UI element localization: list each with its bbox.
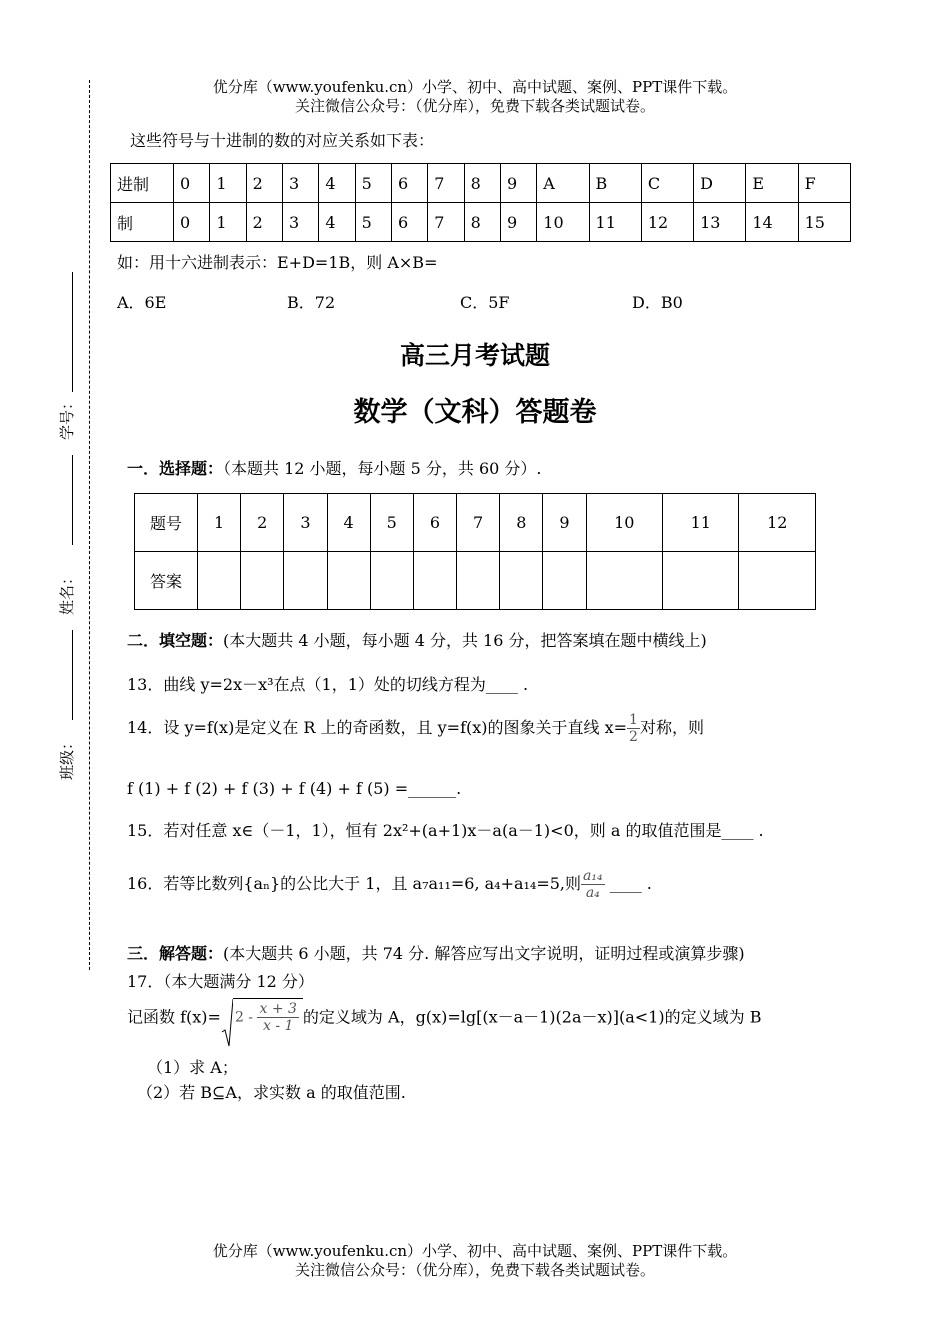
- half-fraction: [627, 712, 640, 745]
- answer-cell[interactable]: [241, 552, 284, 610]
- answer-cell[interactable]: [327, 552, 370, 610]
- dec-cell: 6: [391, 203, 427, 242]
- dec-cell: 11: [589, 203, 641, 242]
- question-number: 6: [413, 494, 456, 552]
- answer-cell[interactable]: [543, 552, 586, 610]
- question-15: 15．若对任意 x∈（－1，1），恒有 2x²+(a+1)x－a(a－1)<0，则 a 的取值范围是____ .: [127, 821, 764, 840]
- dec-cell: 7: [428, 203, 464, 242]
- example-text: 如：用十六进制表示：E+D=1B，则 A×B=: [117, 253, 438, 272]
- hex-cell: 7: [428, 164, 464, 203]
- hex-cell: 6: [391, 164, 427, 203]
- q17-part2: （2）若 B⊆A，求实数 a 的取值范围.: [137, 1083, 406, 1102]
- question-14-line2: f (1) + f (2) + f (3) + f (4) + f (5) =______.: [127, 779, 462, 798]
- q14-text-a: 14．设 y=f(x)是定义在 R 上的奇函数，且 y=f(x)的图象关于直线 x=: [127, 718, 628, 737]
- dec-cell: 3: [282, 203, 318, 242]
- page-subtitle: 数学（文科）答题卷: [353, 397, 597, 428]
- answer-cell[interactable]: [500, 552, 543, 610]
- dec-cell: 5: [355, 203, 391, 242]
- hex-row2-label: 制: [111, 203, 174, 242]
- dec-cell: 13: [694, 203, 746, 242]
- intro-text: 这些符号与十进制的数的对应关系如下表：: [130, 131, 435, 150]
- section1-label: 一．选择题：: [127, 459, 224, 478]
- hex-cell: 0: [174, 164, 210, 203]
- answer-cell[interactable]: [739, 552, 816, 610]
- dec-cell: 8: [464, 203, 500, 242]
- q17-text-b: 的定义域为 A，g(x)=lg[(x－a－1)(2a－x)](a<1)的定义域为 B: [302, 1007, 762, 1027]
- section2-label: 二．填空题：: [127, 631, 224, 650]
- dec-cell: 2: [246, 203, 282, 242]
- binding-dashed-line: [89, 80, 90, 970]
- dec-cell: 0: [174, 203, 210, 242]
- answer-cell[interactable]: [586, 552, 662, 610]
- section1-desc: （本题共 12 小题，每小题 5 分，共 60 分）.: [223, 459, 542, 478]
- question-number: 4: [327, 494, 370, 552]
- q16-denominator: a₄: [585, 885, 600, 901]
- hex-cell: 9: [500, 164, 536, 203]
- q16-text-b: ____ .: [609, 874, 652, 893]
- option-d: D．B0: [632, 293, 683, 312]
- hex-cell: B: [589, 164, 641, 203]
- option-c: C．5F: [460, 293, 510, 312]
- answer-row-numbers: [135, 494, 816, 552]
- q14-text-b: 对称，则: [639, 718, 704, 737]
- option-b: B．72: [287, 293, 336, 312]
- question-number: 7: [457, 494, 500, 552]
- ratio-fraction: [581, 868, 605, 901]
- hex-cell: C: [641, 164, 693, 203]
- hex-cell: 2: [246, 164, 282, 203]
- hex-cell: E: [746, 164, 798, 203]
- question-17-body: [127, 998, 857, 1034]
- footer-line1: 优分库（www.youfenku.cn）小学、初中、高中试题、案例、PPT课件下载。: [212, 1242, 738, 1260]
- hex-row-decimal: [111, 203, 851, 242]
- answer-cell[interactable]: [457, 552, 500, 610]
- answer-table: [134, 493, 816, 610]
- question-number: 11: [663, 494, 739, 552]
- name-underline: [72, 455, 73, 545]
- q14-numerator: 1: [629, 712, 638, 728]
- footer-line2: 关注微信公众号：（优分库），免费下载各类试题试卷。: [294, 1261, 655, 1279]
- question-number: 12: [739, 494, 816, 552]
- hex-cell: 1: [210, 164, 246, 203]
- answer-row-blanks: [135, 552, 816, 610]
- q16-numerator: a₁₄: [583, 868, 603, 884]
- answer-cell[interactable]: [198, 552, 241, 610]
- header-line2: 关注微信公众号：（优分库），免费下载各类试题试卷。: [294, 97, 655, 115]
- dec-cell: 14: [746, 203, 798, 242]
- question-16: [127, 868, 652, 901]
- radical-sign-icon: [221, 998, 233, 1048]
- answer-cell[interactable]: [370, 552, 413, 610]
- id-underline: [72, 272, 73, 392]
- section3-label: 三．解答题：: [127, 944, 224, 963]
- section2-desc: (本大题共 4 小题，每小题 4 分，共 16 分，把答案填在题中横线上): [223, 631, 707, 650]
- question-number: 8: [500, 494, 543, 552]
- id-label: 学号：: [58, 394, 76, 440]
- question-number: 9: [543, 494, 586, 552]
- q17-radicand-numerator: x + 3: [259, 1001, 297, 1017]
- answer-row2-label: 答案: [135, 552, 198, 610]
- dec-cell: 10: [537, 203, 589, 242]
- q17-radicand-denominator: x - 1: [262, 1018, 294, 1034]
- hex-cell: A: [537, 164, 589, 203]
- hex-row-symbols: [111, 164, 851, 203]
- section3-desc: (本大题共 6 小题，共 74 分. 解答应写出文字说明，证明过程或演算步骤): [223, 944, 745, 963]
- dec-cell: 4: [319, 203, 355, 242]
- dec-cell: 1: [210, 203, 246, 242]
- dec-cell: 9: [500, 203, 536, 242]
- answer-cell[interactable]: [413, 552, 456, 610]
- q14-denominator: 2: [629, 729, 638, 745]
- question-number: 2: [241, 494, 284, 552]
- hex-row1-label: 进制: [111, 164, 174, 203]
- name-label: 姓名：: [58, 569, 76, 615]
- answer-cell[interactable]: [663, 552, 739, 610]
- class-underline: [72, 630, 73, 720]
- question-14-line1: [127, 712, 704, 745]
- q16-text-a: 16．若等比数列{aₙ}的公比大于 1，且 a₇a₁₁=6, a₄+a₁₄=5,则: [127, 874, 582, 893]
- dec-cell: 15: [798, 203, 850, 242]
- q17-text-a: 记函数 f(x)=: [127, 1007, 221, 1027]
- dec-cell: 12: [641, 203, 693, 242]
- class-label: 班级：: [58, 734, 76, 780]
- question-number: 5: [370, 494, 413, 552]
- answer-cell[interactable]: [284, 552, 327, 610]
- header-line1: 优分库（www.youfenku.cn）小学、初中、高中试题、案例、PPT课件下载。: [212, 78, 738, 96]
- hex-cell: F: [798, 164, 850, 203]
- sqrt-expression: [221, 998, 303, 1034]
- hex-cell: 8: [464, 164, 500, 203]
- answer-row1-label: 题号: [135, 494, 198, 552]
- hex-cell: D: [694, 164, 746, 203]
- question-17-header: 17．（本大题满分 12 分）: [127, 972, 314, 991]
- hex-cell: 4: [319, 164, 355, 203]
- radicand-fraction: [257, 1001, 298, 1034]
- hex-cell: 3: [282, 164, 318, 203]
- question-number: 1: [198, 494, 241, 552]
- page-title: 高三月考试题: [399, 341, 550, 370]
- question-number: 10: [586, 494, 662, 552]
- hex-table: [110, 163, 851, 242]
- hex-cell: 5: [355, 164, 391, 203]
- option-a: A．6E: [117, 293, 167, 312]
- question-13: 13．曲线 y=2x－x³在点（1，1）处的切线方程为____ .: [127, 675, 529, 694]
- q17-part1: （1）求 A；: [147, 1058, 238, 1077]
- question-number: 3: [284, 494, 327, 552]
- q17-radicand-prefix: 2 -: [234, 1009, 254, 1026]
